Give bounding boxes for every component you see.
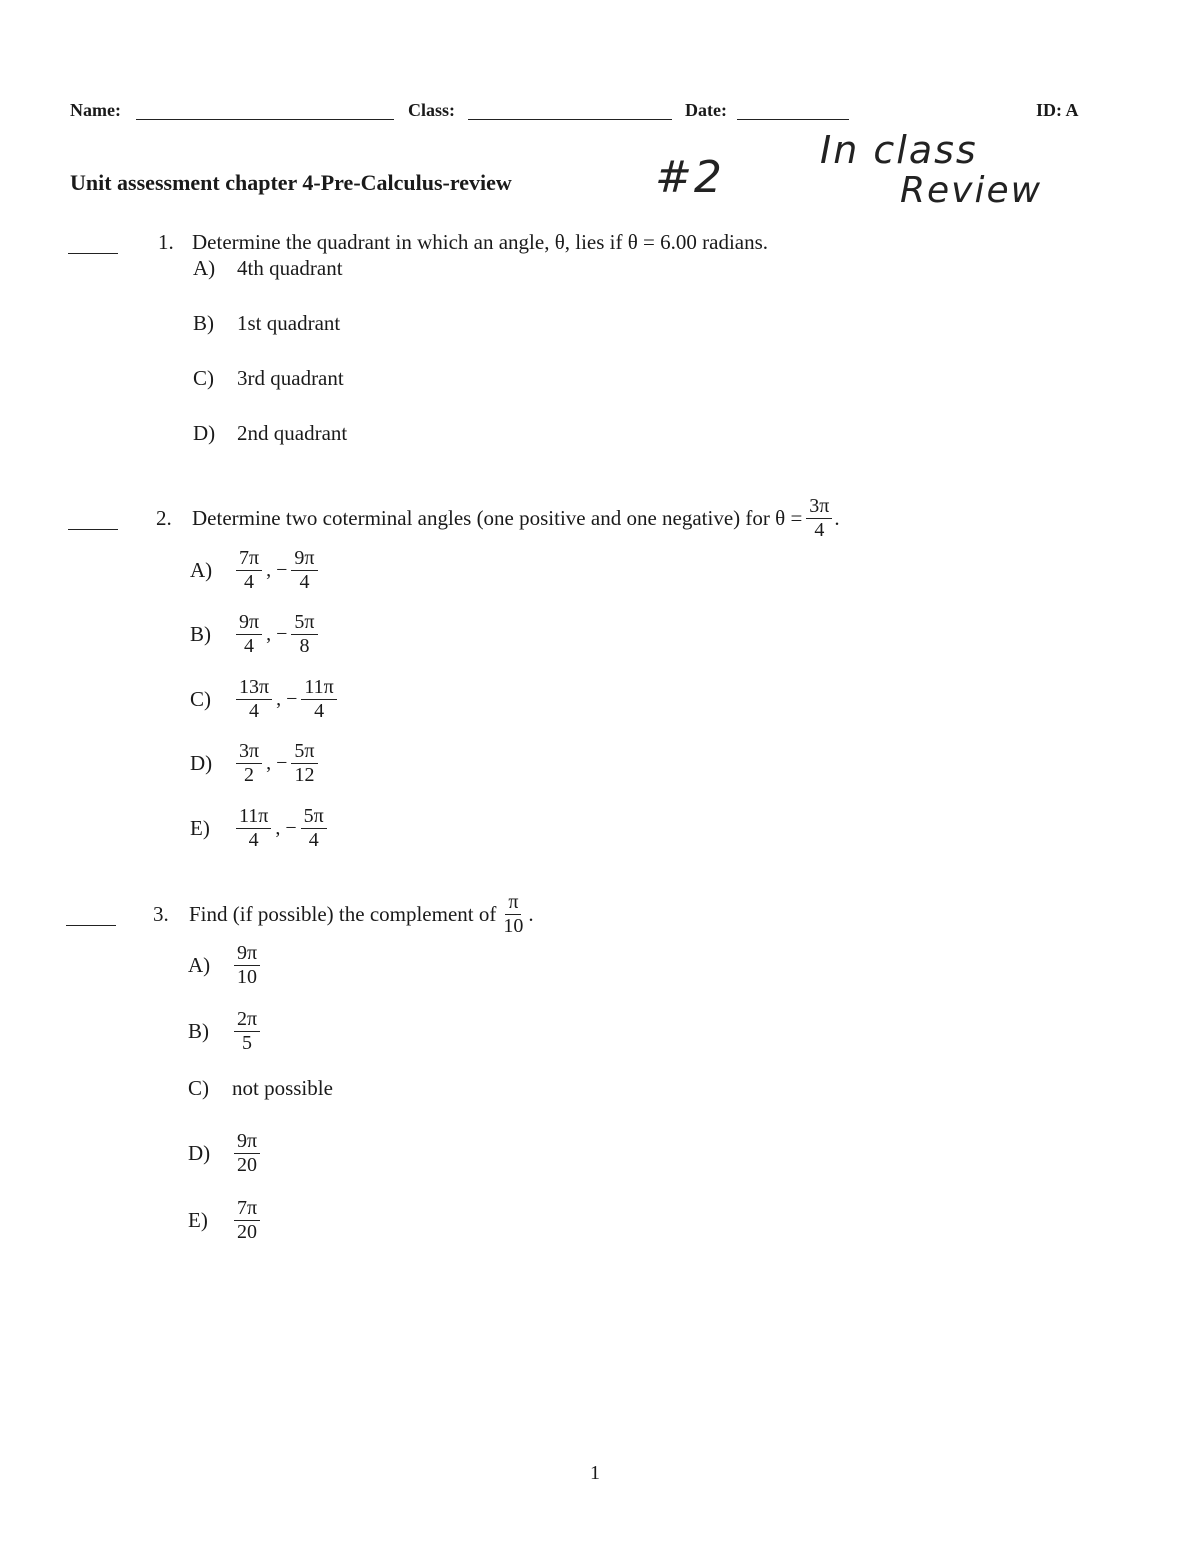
option-fraction-1 (236, 548, 262, 593)
date-field[interactable] (737, 118, 849, 120)
option-text: 3rd quadrant (237, 366, 344, 390)
handwritten-note-line2: Review (900, 170, 1043, 211)
option-fraction-1 (236, 741, 262, 786)
option-2a[interactable] (190, 548, 320, 593)
option-1c[interactable] (193, 366, 344, 391)
fraction-numerator: 3π (806, 496, 832, 519)
fraction-denominator: 10 (503, 915, 524, 937)
fraction-denominator: 4 (314, 700, 325, 722)
question-number: 3. (153, 902, 169, 926)
option-label: B) (190, 622, 211, 646)
question-text: Find (if possible) the complement of (189, 902, 497, 926)
id-label: ID: A (1036, 100, 1079, 120)
fraction-denominator: 4 (299, 571, 310, 593)
option-label: E) (188, 1208, 208, 1232)
option-fraction-1 (234, 943, 260, 988)
fraction-numerator: 5π (301, 806, 327, 829)
option-fraction-2 (291, 612, 317, 657)
option-3e[interactable] (188, 1198, 262, 1243)
fraction-denominator: 10 (237, 966, 258, 988)
question-3 (153, 892, 534, 937)
option-3d[interactable] (188, 1131, 262, 1176)
class-label: Class: (408, 100, 456, 120)
option-label: A) (188, 953, 211, 977)
question-1 (158, 230, 768, 255)
option-2e[interactable] (190, 806, 329, 851)
option-fraction-2 (301, 806, 327, 851)
fraction-denominator: 12 (294, 764, 315, 786)
answer-blank-q1[interactable] (68, 252, 118, 254)
class-field[interactable] (468, 118, 672, 120)
option-label: E) (190, 816, 210, 840)
option-3c[interactable] (188, 1076, 333, 1101)
option-separator: , − (266, 623, 288, 645)
fraction-numerator: 9π (236, 612, 262, 635)
fraction-numerator: 3π (236, 741, 262, 764)
option-text: 2nd quadrant (237, 421, 348, 445)
answer-blank-q3[interactable] (66, 924, 116, 926)
option-label: C) (190, 687, 211, 711)
header-row (70, 100, 1100, 126)
fraction-numerator: 11π (236, 806, 271, 829)
fraction-numerator: 2π (234, 1009, 260, 1032)
option-fraction-1 (236, 677, 272, 722)
question-text: Determine the quadrant in which an angle, θ, lies if θ = 6.00 radians. (192, 230, 769, 254)
option-2c[interactable] (190, 677, 339, 722)
option-label: D) (190, 751, 213, 775)
name-label: Name: (70, 100, 121, 120)
option-fraction-1 (234, 1009, 260, 1054)
fraction-numerator: 7π (236, 548, 262, 571)
fraction-numerator: 7π (234, 1198, 260, 1221)
option-separator: , − (276, 688, 298, 710)
option-fraction-2 (291, 548, 317, 593)
option-label: C) (193, 366, 214, 390)
fraction-denominator: 20 (237, 1221, 258, 1243)
fraction-denominator: 4 (308, 829, 319, 851)
question-fraction (500, 892, 526, 937)
option-1a[interactable] (193, 256, 343, 281)
option-label: A) (193, 256, 216, 280)
fraction-numerator: π (505, 892, 521, 915)
fraction-numerator: 5π (291, 612, 317, 635)
fraction-denominator: 8 (299, 635, 310, 657)
question-number: 2. (156, 506, 172, 530)
option-1b[interactable] (193, 311, 340, 336)
option-label: A) (190, 558, 213, 582)
question-fraction (806, 496, 832, 541)
fraction-numerator: 13π (236, 677, 272, 700)
option-2d[interactable] (190, 741, 320, 786)
question-end: . (834, 506, 840, 530)
fraction-numerator: 9π (291, 548, 317, 571)
fraction-denominator: 2 (244, 764, 255, 786)
option-separator: , − (266, 752, 288, 774)
fraction-numerator: 11π (301, 677, 336, 700)
fraction-denominator: 4 (244, 635, 255, 657)
fraction-denominator: 4 (814, 519, 825, 541)
option-separator: , − (266, 559, 288, 581)
name-field[interactable] (136, 118, 394, 120)
question-2 (156, 496, 840, 541)
answer-blank-q2[interactable] (68, 528, 118, 530)
fraction-denominator: 4 (248, 829, 259, 851)
option-fraction-1 (236, 806, 271, 851)
option-label: B) (188, 1019, 209, 1043)
fraction-numerator: 9π (234, 1131, 260, 1154)
option-fraction-2 (291, 741, 317, 786)
question-number: 1. (158, 230, 174, 254)
option-separator: , − (275, 817, 297, 839)
option-fraction-1 (234, 1198, 260, 1243)
option-label: D) (193, 421, 216, 445)
option-1d[interactable] (193, 421, 347, 446)
option-3a[interactable] (188, 943, 262, 988)
option-label: D) (188, 1141, 211, 1165)
question-end: . (528, 902, 534, 926)
fraction-numerator: 5π (291, 741, 317, 764)
option-text: 1st quadrant (237, 311, 341, 335)
page-number: 1 (590, 1462, 600, 1484)
option-label: C) (188, 1076, 209, 1100)
handwritten-number: #2 (655, 152, 724, 203)
option-fraction-1 (234, 1131, 260, 1176)
date-label: Date: (685, 100, 727, 120)
option-fraction-1 (236, 612, 262, 657)
fraction-denominator: 5 (242, 1032, 253, 1054)
option-3b[interactable] (188, 1009, 262, 1054)
fraction-denominator: 4 (249, 700, 260, 722)
option-label: B) (193, 311, 214, 335)
option-text: 4th quadrant (237, 256, 343, 280)
option-fraction-2 (301, 677, 336, 722)
question-text: Determine two coterminal angles (one positive and one negative) for θ = (192, 506, 803, 530)
fraction-numerator: 9π (234, 943, 260, 966)
fraction-denominator: 4 (244, 571, 255, 593)
handwritten-note-line1: In class (820, 128, 978, 172)
fraction-denominator: 20 (237, 1154, 258, 1176)
page-title: Unit assessment chapter 4-Pre-Calculus-review (70, 170, 512, 195)
option-text: not possible (232, 1076, 333, 1100)
option-2b[interactable] (190, 612, 320, 657)
